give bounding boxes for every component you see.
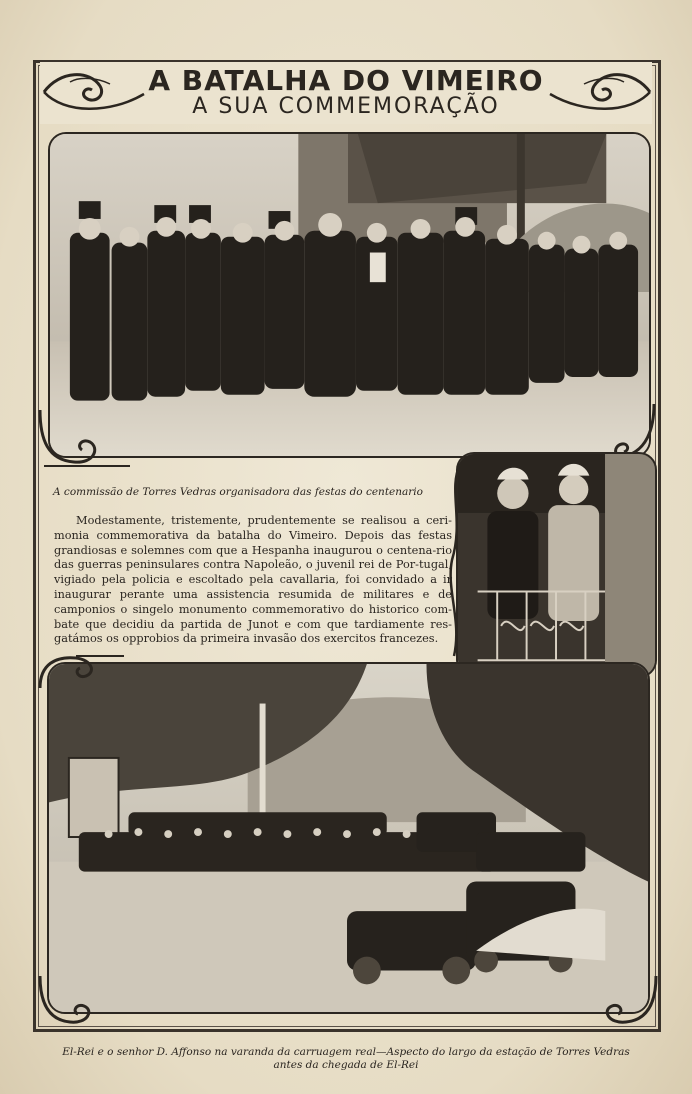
page-subtitle: A SUA COMMEMORAÇÃO — [192, 94, 500, 119]
photo3-top-ornament-icon — [36, 652, 126, 692]
article-paragraph: Modestamente, tristemente, prudentemente se realisou a ceri-monia commemorativa da batalha do Vimeiro. Depois das festas grandiosas e solemnes com que a Hespanha inaugurou o centena-rio das guerras peninsulares contra Napoleão, o juvenil rei de Por-tugal, vigiado pela policia e escoltado pela cavallaria, foi convidado a ir inaugurar perante uma assistencia resumida de militares e de camponios o singelo monumento commemorativo do historico com-bate que decidiu da partida de Junot e com que tardiamente res-gatámos os opprobios da primeira invasão dos exercitos francezes. — [54, 514, 452, 646]
caption-bottom — [20, 1046, 672, 1072]
caption-bottom-line-1: El-Rei e o senhor D. Affonso na varanda da carruagem real—Aspecto do largo da estação de Torres Vedras — [62, 1046, 630, 1058]
right-scroll-ornament-icon — [544, 64, 654, 120]
caption-bottom-line-2: antes da chegada de El-Rei — [273, 1059, 419, 1071]
photo3-bottom-right-ornament-icon — [580, 972, 660, 1028]
left-scroll-ornament-icon — [40, 64, 150, 120]
photo-corner-ornament-icon — [34, 400, 134, 470]
side-scroll-ornament-icon — [446, 460, 466, 660]
photo3-bottom-left-ornament-icon — [36, 972, 116, 1028]
photo-king-balcony — [456, 452, 657, 678]
page-title: A BATALHA DO VIMEIRO — [148, 64, 544, 97]
photo-station-square — [47, 662, 650, 1014]
caption-commission: A commissão de Torres Vedras organisadora das festas do centenario — [53, 486, 423, 498]
photo-commission-group — [48, 132, 651, 458]
